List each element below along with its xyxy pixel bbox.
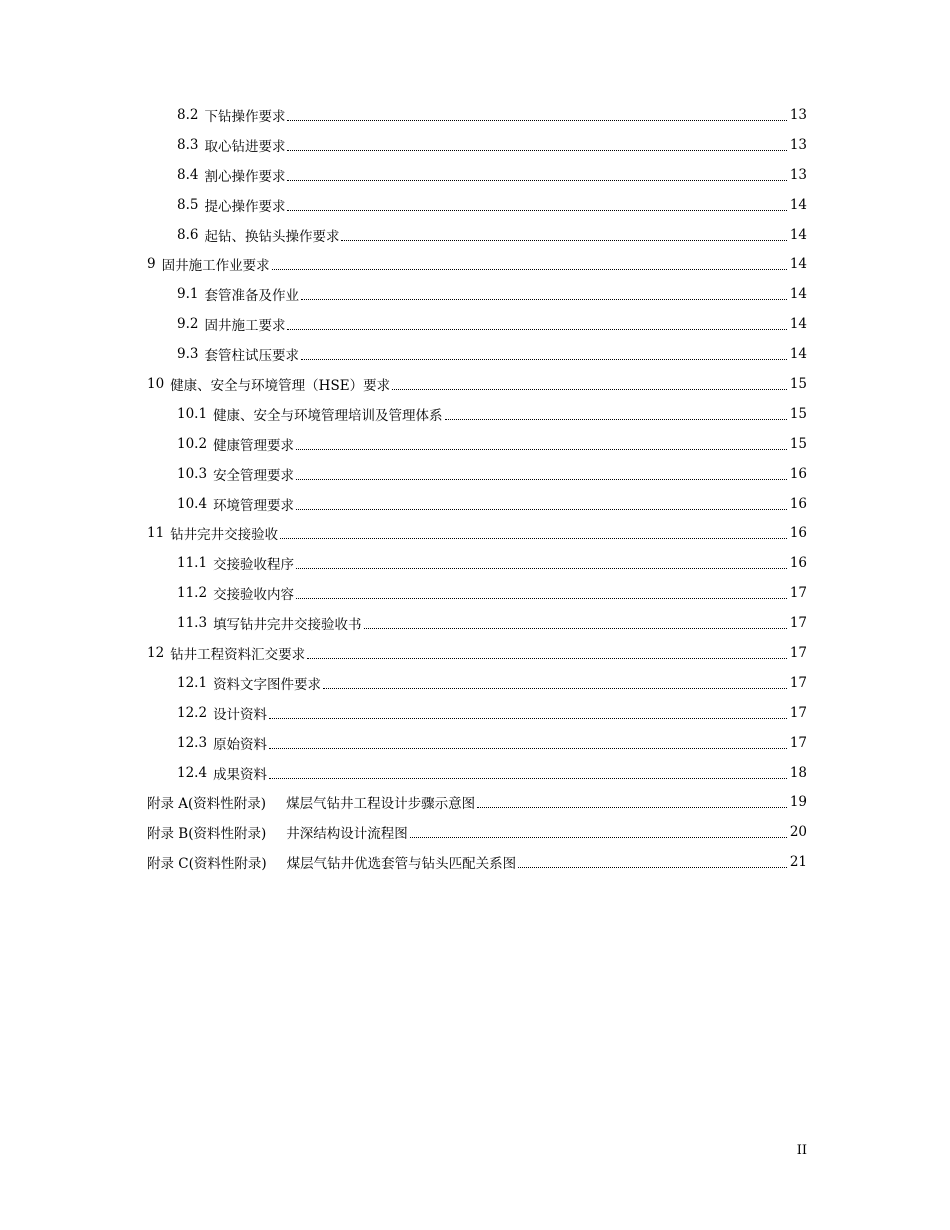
toc-entry[interactable] [0, 518, 950, 548]
table-of-contents [0, 100, 950, 877]
toc-entry[interactable] [0, 728, 950, 758]
toc-dot-leader [287, 328, 787, 330]
toc-dot-leader [307, 657, 787, 659]
toc-entry[interactable] [0, 399, 950, 429]
toc-entry-page: 14 [789, 346, 807, 363]
toc-dot-leader [296, 567, 787, 569]
toc-dot-leader [296, 478, 787, 480]
toc-entry-title: 健康、安全与环境管理培训及管理体系 [213, 407, 443, 424]
toc-entry[interactable] [0, 698, 950, 728]
toc-entry-page: 14 [789, 256, 807, 273]
toc-appendix-label: 附录 C(资料性附录) [147, 856, 267, 873]
toc-entry-page: 14 [789, 226, 807, 243]
toc-entry[interactable] [0, 309, 950, 339]
toc-entry-number: 10.3 [177, 465, 208, 482]
toc-dot-leader [392, 388, 787, 390]
toc-entry-number: 9.2 [177, 316, 199, 333]
toc-dot-leader [477, 806, 787, 808]
toc-entry-page: 15 [789, 405, 807, 422]
toc-appendix-label: 附录 B(资料性附录) [147, 826, 267, 843]
toc-entry-title: 固井施工要求 [204, 318, 286, 335]
toc-entry-number: 12 [147, 644, 165, 661]
toc-entry-number: 11 [147, 525, 165, 542]
toc-entry-page: 20 [789, 824, 807, 841]
toc-entry[interactable] [0, 459, 950, 489]
toc-entry-number: 10.4 [177, 495, 208, 512]
toc-entry-title: 成果资料 [213, 766, 268, 783]
toc-entry-number: 8.2 [177, 106, 199, 123]
toc-dot-leader [287, 149, 787, 151]
toc-entry-page: 14 [789, 316, 807, 333]
toc-entry-page: 15 [789, 435, 807, 452]
toc-entry[interactable] [0, 160, 950, 190]
toc-dot-leader [341, 239, 787, 241]
toc-dot-leader [269, 777, 787, 779]
toc-entry[interactable] [0, 249, 950, 279]
toc-entry-page: 19 [789, 794, 807, 811]
toc-entry-page: 16 [789, 525, 807, 542]
toc-entry-title: 固井施工作业要求 [161, 258, 270, 275]
toc-entry-page: 17 [789, 644, 807, 661]
toc-appendix-label: 附录 A(资料性附录) [147, 796, 267, 813]
toc-dot-leader [272, 268, 787, 270]
toc-entry-title: 提心操作要求 [204, 198, 286, 215]
toc-entry-number: 10 [147, 375, 165, 392]
toc-dot-leader [287, 119, 787, 121]
toc-entry[interactable] [0, 100, 950, 130]
toc-dot-leader [518, 866, 787, 868]
toc-entry[interactable] [0, 369, 950, 399]
toc-dot-leader [269, 717, 787, 719]
toc-entry-number: 8.5 [177, 196, 199, 213]
toc-entry-appendix[interactable] [0, 847, 950, 877]
toc-entry-title: 交接验收内容 [213, 587, 295, 604]
toc-entry-page: 17 [789, 734, 807, 751]
toc-entry-page: 14 [789, 196, 807, 213]
toc-entry-page: 16 [789, 555, 807, 572]
toc-dot-leader [287, 179, 787, 181]
toc-entry-title: 割心操作要求 [204, 168, 286, 185]
toc-entry-title: 原始资料 [213, 736, 268, 753]
toc-dot-leader [280, 537, 787, 539]
toc-dot-leader [445, 418, 787, 420]
toc-dot-leader [296, 508, 787, 510]
toc-dot-leader [410, 836, 787, 838]
toc-entry-number: 12.3 [177, 734, 208, 751]
toc-entry-page: 14 [789, 286, 807, 303]
toc-entry-number: 11.1 [177, 555, 208, 572]
toc-entry-title: 煤层气钻井优选套管与钻头匹配关系图 [286, 856, 517, 873]
toc-entry-title: 套管柱试压要求 [204, 348, 299, 365]
toc-entry[interactable] [0, 638, 950, 668]
toc-entry-title: 下钻操作要求 [204, 108, 286, 125]
toc-entry-page: 18 [789, 764, 807, 781]
toc-entry-number: 12.2 [177, 704, 208, 721]
toc-entry-title: 煤层气钻井工程设计步骤示意图 [286, 796, 476, 813]
toc-entry[interactable] [0, 668, 950, 698]
toc-entry-number: 9 [147, 256, 156, 273]
toc-dot-leader [301, 358, 787, 360]
toc-entry-number: 9.3 [177, 346, 199, 363]
toc-entry-title: 安全管理要求 [213, 467, 295, 484]
page-number: II [796, 1143, 807, 1158]
toc-entry[interactable] [0, 578, 950, 608]
toc-entry-title: 设计资料 [213, 706, 268, 723]
toc-entry-title: 套管准备及作业 [204, 288, 299, 305]
toc-entry-title: 井深结构设计流程图 [286, 826, 408, 843]
toc-entry[interactable] [0, 608, 950, 638]
toc-entry[interactable] [0, 190, 950, 220]
toc-dot-leader [364, 627, 787, 629]
toc-entry-number: 8.6 [177, 226, 199, 243]
toc-entry[interactable] [0, 758, 950, 788]
toc-entry-number: 11.2 [177, 585, 208, 602]
toc-entry-page: 17 [789, 674, 807, 691]
toc-entry-number: 9.1 [177, 286, 199, 303]
toc-entry-appendix[interactable] [0, 817, 950, 847]
toc-entry-title: 取心钻进要求 [204, 138, 286, 155]
toc-dot-leader [269, 747, 787, 749]
toc-entry-page: 21 [789, 854, 807, 871]
toc-entry-number: 11.3 [177, 615, 208, 632]
toc-entry-number: 12.1 [177, 674, 208, 691]
toc-entry-title: 健康管理要求 [213, 437, 295, 454]
toc-entry[interactable] [0, 548, 950, 578]
toc-dot-leader [296, 597, 787, 599]
toc-entry-page: 13 [789, 106, 807, 123]
toc-entry[interactable] [0, 130, 950, 160]
toc-entry-page: 17 [789, 704, 807, 721]
toc-entry-title: 填写钻井完井交接验收书 [213, 617, 362, 634]
toc-entry-page: 13 [789, 136, 807, 153]
toc-entry-page: 16 [789, 495, 807, 512]
toc-entry-number: 10.2 [177, 435, 208, 452]
toc-dot-leader [296, 448, 787, 450]
toc-entry-number: 8.3 [177, 136, 199, 153]
toc-entry[interactable] [0, 220, 950, 250]
toc-entry[interactable] [0, 339, 950, 369]
toc-entry-number: 10.1 [177, 405, 208, 422]
toc-entry-number: 12.4 [177, 764, 208, 781]
toc-entry-title: 钻井完井交接验收 [170, 527, 279, 544]
toc-entry-title: 健康、安全与环境管理（HSE）要求 [170, 377, 391, 394]
toc-entry-appendix[interactable] [0, 787, 950, 817]
toc-entry-number: 8.4 [177, 166, 199, 183]
toc-entry-page: 17 [789, 585, 807, 602]
toc-entry-title: 起钻、换钻头操作要求 [204, 228, 340, 245]
toc-entry[interactable] [0, 429, 950, 459]
toc-entry-page: 16 [789, 465, 807, 482]
toc-dot-leader [301, 298, 787, 300]
toc-entry-page: 15 [789, 375, 807, 392]
toc-entry-title: 环境管理要求 [213, 497, 295, 514]
toc-entry[interactable] [0, 279, 950, 309]
toc-entry-title: 交接验收程序 [213, 557, 295, 574]
toc-entry-page: 17 [789, 615, 807, 632]
toc-entry-page: 13 [789, 166, 807, 183]
toc-dot-leader [287, 209, 787, 211]
toc-entry-title: 钻井工程资料汇交要求 [170, 646, 306, 663]
toc-entry-title: 资料文字图件要求 [213, 676, 322, 693]
toc-dot-leader [323, 687, 787, 689]
toc-entry[interactable] [0, 489, 950, 519]
